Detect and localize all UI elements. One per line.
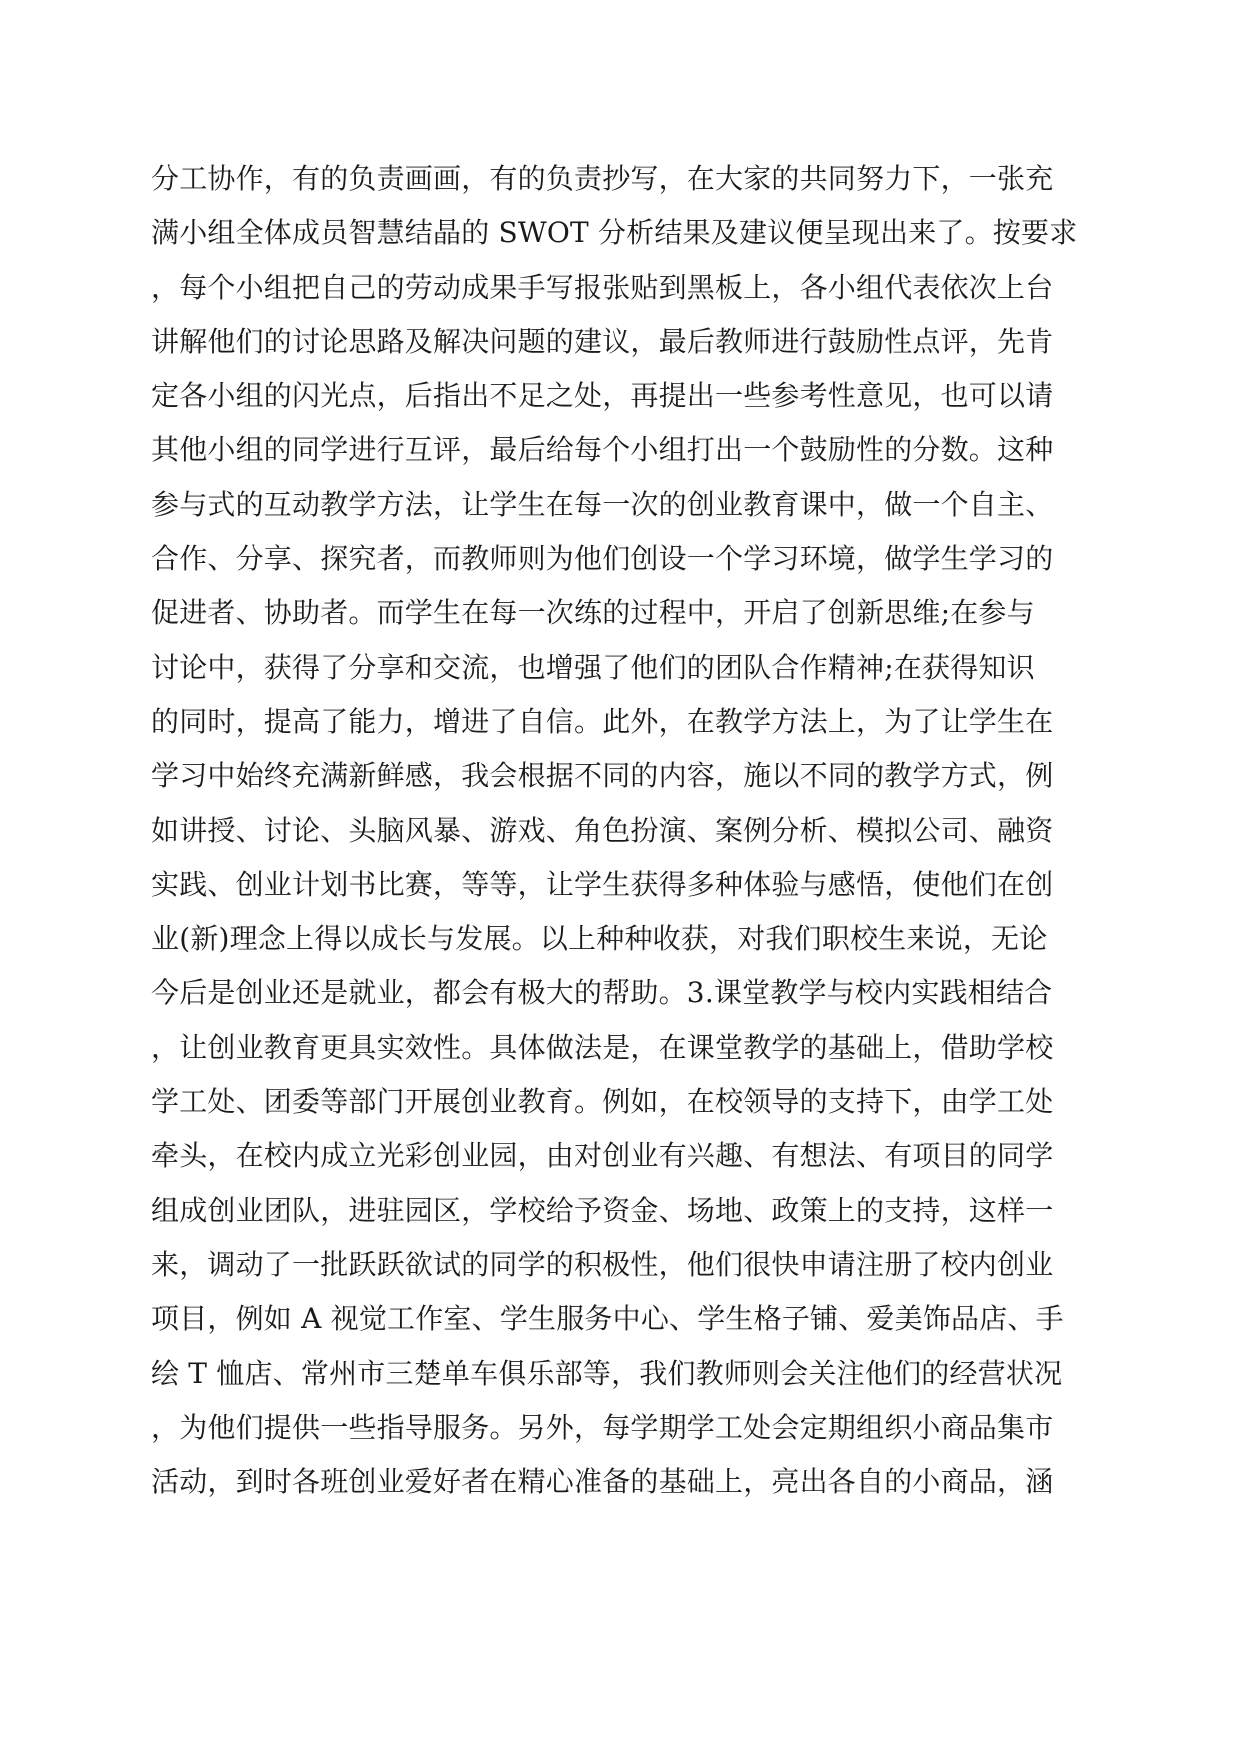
text-line: 合作、分享、探究者，而教师则为他们创设一个学习环境，做学生学习的: [151, 542, 1054, 576]
text-line: 如讲授、讨论、头脑风暴、游戏、角色扮演、案例分析、模拟公司、融资: [151, 813, 1054, 847]
text-line: 讲解他们的讨论思路及解决问题的建议，最后教师进行鼓励性点评，先肯: [151, 324, 1054, 358]
text-line: 活动，到时各班创业爱好者在精心准备的基础上，亮出各自的小商品，涵: [151, 1465, 1054, 1499]
text-line: 满小组全体成员智慧结晶的 SWOT 分析结果及建议便呈现出来了。按要求: [151, 216, 1078, 250]
text-line: 其他小组的同学进行互评，最后给每个小组打出一个鼓励性的分数。这种: [151, 433, 1054, 467]
text-line: 牵头，在校内成立光彩创业园，由对创业有兴趣、有想法、有项目的同学: [151, 1139, 1054, 1173]
text-line: 讨论中，获得了分享和交流，也增强了他们的团队合作精神;在获得知识: [151, 650, 1035, 684]
text-line: 项目，例如 A 视觉工作室、学生服务中心、学生格子铺、爱美饰品店、手: [151, 1302, 1064, 1336]
body-text: [151, 152, 1091, 1509]
text-line: 促进者、协助者。而学生在每一次练的过程中，开启了创新思维;在参与: [151, 596, 1035, 630]
text-line: 绘 T 恤店、常州市三楚单车俱乐部等，我们教师则会关注他们的经营状况: [151, 1356, 1063, 1390]
text-line: ，每个小组把自己的劳动成果手写报张贴到黑板上，各小组代表依次上台: [151, 270, 1054, 304]
text-line: 组成创业团队，进驻园区，学校给予资金、场地、政策上的支持，这样一: [151, 1193, 1054, 1227]
text-line: 分工协作，有的负责画画，有的负责抄写，在大家的共同努力下，一张充: [151, 162, 1054, 195]
text-line: 定各小组的闪光点，后指出不足之处，再提出一些参考性意见，也可以请: [151, 379, 1054, 413]
text-line: 来，调动了一批跃跃欲试的同学的积极性，他们很快申请注册了校内创业: [151, 1247, 1054, 1281]
text-line: 今后是创业还是就业，都会有极大的帮助。3.课堂教学与校内实践相结合: [151, 976, 1053, 1010]
text-line: 实践、创业计划书比赛，等等，让学生获得多种体验与感悟，使他们在创: [151, 867, 1054, 901]
text-line: 的同时，提高了能力，增进了自信。此外，在教学方法上，为了让学生在: [151, 704, 1054, 738]
text-line: 业(新)理念上得以成长与发展。以上种种收获，对我们职校生来说，无论: [151, 922, 1048, 956]
text-line: 参与式的互动教学方法，让学生在每一次的创业教育课中，做一个自主、: [151, 487, 1054, 521]
text-line: 学工处、团委等部门开展创业教育。例如，在校领导的支持下，由学工处: [151, 1085, 1054, 1119]
text-line: ，为他们提供一些指导服务。另外，每学期学工处会定期组织小商品集市: [151, 1410, 1054, 1444]
text-line: ，让创业教育更具实效性。具体做法是，在课堂教学的基础上，借助学校: [151, 1030, 1054, 1064]
text-line: 学习中始终充满新鲜感，我会根据不同的内容，施以不同的教学方式，例: [151, 759, 1054, 793]
